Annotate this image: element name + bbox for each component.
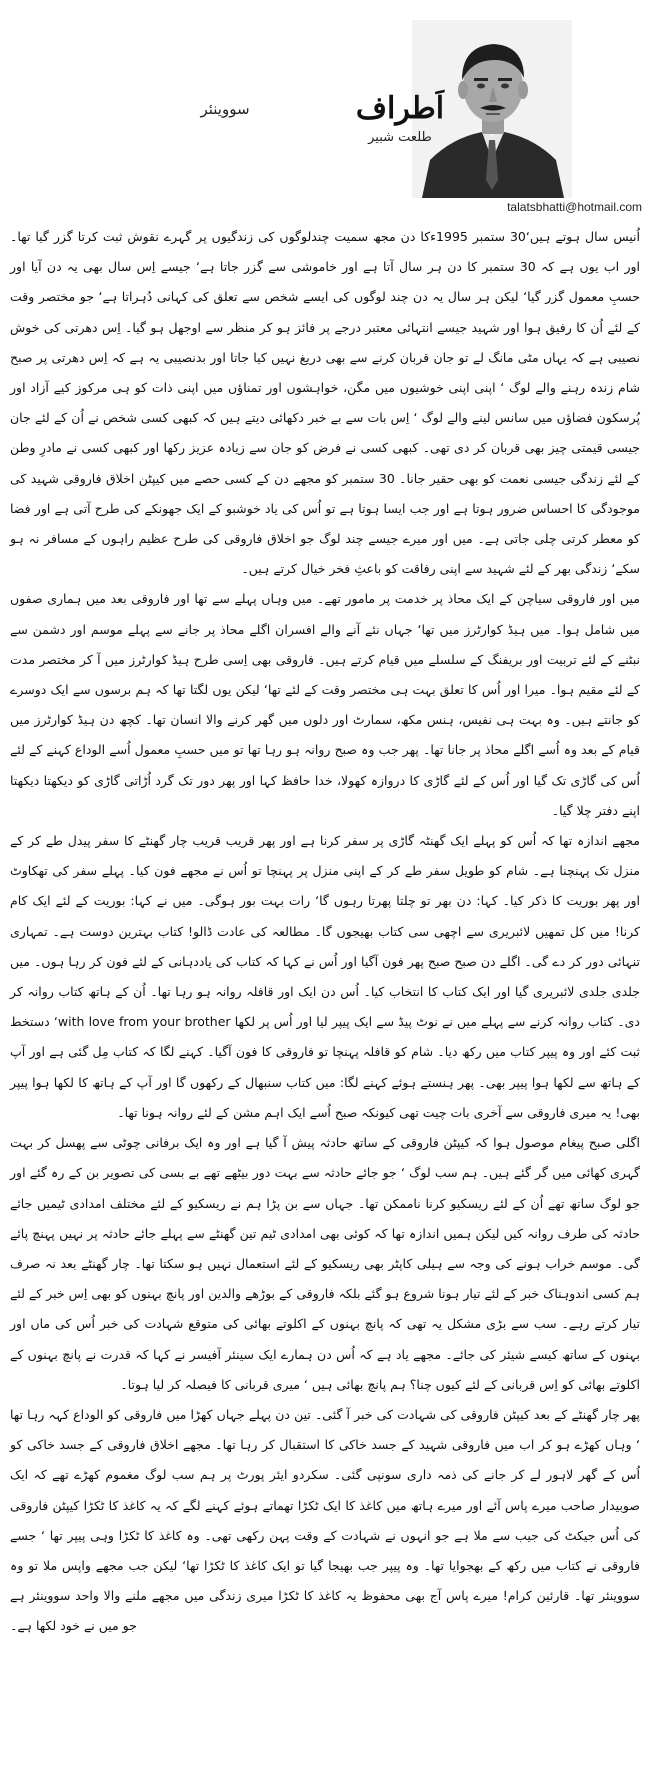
column-title: اَطراف — [355, 91, 445, 126]
headline: سووینئر — [200, 100, 250, 118]
column-header — [0, 0, 650, 222]
article-paragraph-2: میں اور فاروقی سیاچن کے ایک محاذ پر خدمت پر مامور تھے۔ میں وہاں پہلے سے تھا اور فاروقی بعد میں ہماری صفوں میں شامل ہوا۔ میں ہیڈ کوارٹرز میں تھا‘ جہاں نئے آنے والے افسران اگلے محاذ پر جانے سے پہلے موسم اور دشمن سے نبٹنے کے لئے تربیت اور بریفنگ کے سلسلے میں قیام کرتے ہیں۔ فاروقی بھی اِسی طرح ہیڈ کوارٹرز میں آ کر مختصر مدت کے لئے مقیم ہوا۔ میرا اور اُس کا تعلق بہت ہی مختصر وقت کے لئے تھا‘ لیکن یوں لگتا تھا کہ ہم برسوں سے ایک دوسرے کو جانتے ہیں۔ وہ بہت ہی نفیس، ہنس مکھ، سمارٹ اور دلوں میں گھر کرنے والا انسان تھا۔ کچھ دن ہیڈ کوارٹرز میں قیام کے بعد وہ اُسے اگلے محاذ پر جانا تھا۔ پھر جب وہ صبح روانہ ہو رہا تھا تو میں حسبِ معمول اُسے الوداع کہنے کے لئے اُس کی گاڑی تک گیا اور اُس کے لئے گاڑی کا دروازہ کھولا، خدا حافظ کہا اور پھر دور تک گرد اُڑاتی گاڑی کو دیکھتا دیکھتا اپنے دفتر چلا گیا۔ — [10, 591, 640, 818]
author-name: طلعت شبیر — [368, 130, 432, 145]
column-logo — [350, 92, 450, 145]
article-body — [10, 222, 640, 1642]
article-paragraph-4: اگلی صبح پیغام موصول ہوا کہ کیپٹن فاروقی کے ساتھ حادثہ پیش آ گیا ہے اور وہ ایک برفانی چوٹی سے پھسل کر بہت گہری کھائی میں گر گئے ہیں۔ ہم سب لوگ ‘ جو جائے حادثہ سے بہت دور بیٹھے تھے بے بسی کی تصویر بن کے رہ گئے اور جو لوگ ساتھ تھے اُن کے لئے ریسکیو کرنا ناممکن تھا۔ جہاں سے بن پڑا ہم نے ریسکیو کے لئے مختلف امدادی ٹیمیں جائے حادثہ کی طرف روانہ کیں لیکن ہمیں اندازہ تھا کہ کوئی بھی امدادی ٹیم تین گھنٹے سے پہلے جائے حادثہ پر نہیں پہنچ پائے گی۔ موسم خراب ہونے کی وجہ سے ہیلی کاپٹر بھی ریسکیو کے لئے استعمال نہیں ہو سکتا تھا۔ چار گھنٹے بعد نہ صرف ہم کسی اندوہناک خبر کے لئے تیار ہونا شروع ہو گئے بلکہ فاروقی کے بوڑھے والدین اور پانچ بہنوں کو بھی اِس خبر کے لئے تیار کرتے رہے۔ سب سے بڑی مشکل یہ تھی کہ پانچ بہنوں کے اکلوتے بھائی کی متوقع شہادت کی خبر اُس کی ماں اور بہنوں کے ساتھ کیسے شیئر کی جائے۔ مجھے یاد ہے کہ اُس دن ہمارے ایک سینئر آفیسر نے کہا کہ قدرت نے پانچ بہنوں کے اکلوتے بھائی کو اِس قربانی کے لئے کیوں چنا؟ ہم پانچ بھائی ہیں ‘ میری قربانی کا فیصلہ کر لیا ہوتا۔ — [10, 1135, 640, 1392]
article-paragraph-3: مجھے اندازہ تھا کہ اُس کو پہلے ایک گھنٹہ گاڑی پر سفر کرنا ہے اور پھر قریب قریب چار گھنٹے کا سفر پیدل طے کر کے منزل تک پہنچنا ہے۔ شام کو طویل سفر طے کر کے اپنی منزل پر پہنچا تو اُس نے مجھے فون کیا۔ پہلے سفر کی تھکاوٹ اور پھر بوریت کا ذکر کیا۔ کہا: دن بھر تو چلتا پھرتا رہوں گا‘ رات بہت بور ہوگی۔ میں نے کہا: بوریت کے لئے ایک کام کرنا! میں کل تمھیں لائبریری سے اچھی سی کتاب بھیجوں گا۔ مطالعہ کی عادت ڈالو! کتاب بہترین دوست ہے۔ تمہاری تنہائی دور کر دے گی۔ اگلے دن صبح صبح پھر فون آگیا اور اُس نے کہا کہ کتاب کی یاددہانی کے لئے فون کر رہا ہوں۔ میں جلدی جلدی لائبریری گیا اور ایک کتاب کا انتخاب کیا۔ اُس دن ایک اور قافلہ روانہ ہو رہا تھا۔ اُن کے ہاتھ کتاب روانہ کر دی۔ کتاب روانہ کرنے سے پہلے میں نے نوٹ پیڈ سے ایک پیپر لیا اور اُس پر لکھا with love from your brother‘ دستخط ثبت کئے اور وہ پیپر کتاب میں رکھ دیا۔ شام کو قافلہ پہنچا تو فاروقی کا فون آگیا۔ کہنے لگا کہ کتاب مِل گئی ہے اور آپ کے ہاتھ سے لکھا ہوا پیپر بھی۔ پھر ہنستے ہوئے کہنے لگا: میں کتاب سنبھال کے رکھوں گا اور آپ کے ہاتھ کا لکھا ہوا پیپر بھی! یہ میری فاروقی سے آخری بات چیت تھی کیونکہ صبح اُسے ایک اہم مشن کے لئے روانہ ہونا تھا۔ — [10, 833, 640, 1120]
article-paragraph-1: اُنیس سال ہوتے ہیں‘30 ستمبر 1995ءکا دن مجھ سمیت چندلوگوں کی زندگیوں پر گہرے نقوش ثبت کرتا گزر گیا تھا۔ اور اب یوں ہے کہ 30 ستمبر کا دن ہر سال آتا ہے اور خاموشی سے گزر جاتا ہے‘ جیسے اِس سال بھی یہ دن آیا اور حسبِ معمول گزر گیا‘ لیکن ہر سال یہ دن چند لوگوں کی ایسے شخص سے تعلق کی کہانی دُہراتا ہے‘ جو مختصر وقت کے لئے اُن کا رفیق ہوا اور شہید جیسے انتہائی معتبر درجے پر فائز ہو کر منظر سے اوجھل ہو گیا۔ اِس دھرتی کی خوش نصیبی ہے کہ یہاں مٹی مانگ لے تو جان قربان کرنے سے بھی دریغ نہیں کیا جاتا اور بدنصیبی یہ ہے کہ اِس دھرتی پر صبح شام زندہ رہنے والے لوگ ‘ اپنی اپنی خوشیوں میں مگن، خواہشوں اور تمناؤں میں اپنی ذات کو ہی مرکوز کیے آزاد اور پُرسکون فضاؤں میں سانس لینے والے لوگ ‘ اِس بات سے بے خبر دکھائی دیتے ہیں کہ کبھی کسی شخص نے اُن کے لئے جان جیسی قیمتی چیز بھی قربان کر دی تھی۔ کبھی کسی نے فرض کو جان سے زیادہ عزیز رکھا اور کبھی کسی نے مادرِ وطن کے لئے زندگی جیسی نعمت کو بھی حقیر جانا۔ 30 ستمبر کو مجھے دن کے کسی حصے میں کیپٹن اخلاق فاروقی شہید کی موجودگی کا احساس ضرور ہوتا ہے اور جب ایسا ہوتا ہے تو اُس کی یاد خوشبو کے ایک جھونکے کی طرح آتی ہے اور فضا کو معطر کرتی چلی جاتی ہے۔ میں اور میرے جیسے چند لوگ جو اخلاق فاروقی کی طرح عظیم راہوں کے مسافر نہ ہو سکے‘ زندگی بھر کے لئے شہید سے اپنی رفاقت کو باعثِ فخر خیال کرتے ہیں۔ — [10, 229, 641, 577]
author-email[interactable]: talatsbhatti@hotmail.com — [507, 200, 642, 214]
article-paragraph-5: پھر چار گھنٹے کے بعد کیپٹن فاروقی کی شہادت کی خبر آ گئی۔ تین دن پہلے جہاں کھڑا میں فاروقی کو الوداع کہہ رہا تھا ‘ وہاں کھڑے ہو کر اب میں فاروقی شہید کے جسد خاکی کا استقبال کر رہا تھا۔ مجھے اخلاق فاروقی کے جسد خاکی کو اُس کے گھر لاہور لے کر جانے کی ذمہ داری سونپی گئی۔ سکردو ایئر پورٹ پر ہم سب لوگ مغموم کھڑے تھے کہ ایک صوبیدار صاحب میرے پاس آئے اور میرے ہاتھ میں کاغذ کا ایک ٹکڑا تھماتے ہوئے کہنے لگے کہ یہ کاغذ کا ٹکڑا کیپٹن فاروقی کی اُس جیکٹ کی جیب سے ملا ہے جو انہوں نے شہادت کے وقت پہن رکھی تھی۔ وہ کاغذ کا ٹکڑا وہی پیپر تھا ‘ جسے فاروقی نے کتاب میں رکھ کے بھجوایا تھا۔ وہ پیپر جب بھیجا گیا تو ایک کاغذ کا ٹکڑا تھا‘ لیکن جب مجھے واپس ملا تو وہ سووینئر تھا۔ قارئین کرام! میرے پاس آج بھی محفوظ یہ کاغذ کا ٹکڑا میری زندگی میں مجھے ملنے والا واحد سووینئر ہے جو میں نے خود لکھا ہے۔ — [10, 1406, 640, 1634]
